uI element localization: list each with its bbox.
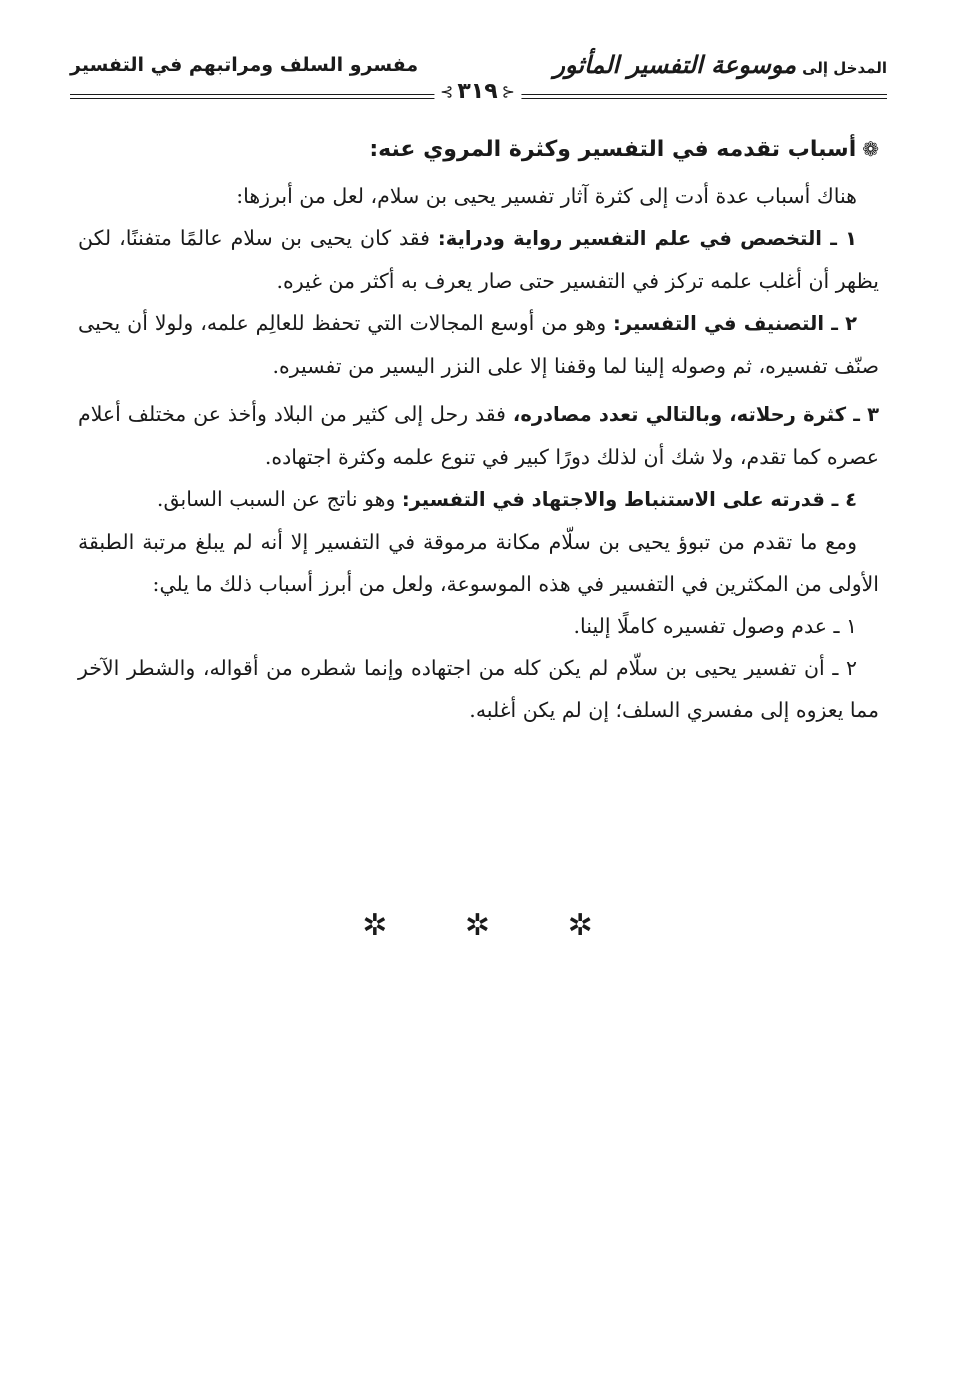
reason-paragraph <box>78 302 879 387</box>
reason-text: فقد كان يحيى بن سلام عالمًا متفننًا، لكن يظهر أن أغلب علمه تركز في التفسير حتى صار يعرف به أكثر من غيره. <box>78 226 879 293</box>
limit-item: ١ ـ عدم وصول تفسيره كاملًا إلينا. <box>573 614 857 638</box>
page-number-value: ٣١٩ <box>457 79 498 104</box>
reason-title: ٢ ـ التصنيف في التفسير: <box>613 312 858 335</box>
page-number <box>434 79 521 104</box>
main-text <box>78 128 879 731</box>
book-logo: موسوعة التفسير المأثور <box>553 50 797 79</box>
reason-paragraph <box>78 478 879 521</box>
reason-text: وهو من أوسع المجالات التي تحفظ للعالِم علمه، ولولا أن يحيى صنّف تفسيره، ثم وصوله إلينا لما وقفنا إلا على النزر اليسير من تفسيره. <box>78 311 879 378</box>
ornament-icon: ⊱ <box>439 82 454 101</box>
limit-item: ٢ ـ أن تفسير يحيى بن سلّام لم يكن كله من اجتهاده وإنما شطره من أقواله، والشطر الآخر مما يعزوه إلى مفسري السلف؛ إن لم يكن أغلبه. <box>78 656 879 722</box>
flower-icon: ❁ <box>862 137 879 161</box>
end-ornament: ✲ ✲ ✲ <box>362 908 627 943</box>
intro-paragraph: هناك أسباب عدة أدت إلى كثرة آثار تفسير يحيى بن سلام، لعل من أبرزها: <box>236 184 857 208</box>
reason-text: وهو ناتج عن السبب السابق. <box>156 487 402 511</box>
reason-text: فقد رحل إلى كثير من البلاد وأخذ عن مختلف أعلام عصره كما تقدم، ولا شك أن لذلك دورًا كبير في تنوع علمه وكثرة اجتهاده. <box>78 402 879 469</box>
book-prefix: المدخل إلى <box>802 59 887 77</box>
reason-title: ٤ ـ قدرته على الاستنباط والاجتهاد في التفسير: <box>401 488 857 511</box>
ornament-icon: ⊰ <box>501 82 516 101</box>
section-heading-text: أسباب تقدمه في التفسير وكثرة المروي عنه: <box>369 137 857 162</box>
reason-title: ٣ ـ كثرة رحلاته، وبالتالي تعدد مصادره، <box>512 403 879 426</box>
reason-paragraph <box>78 217 879 302</box>
section-heading <box>78 128 879 171</box>
transition-paragraph: ومع ما تقدم من تبوؤ يحيى بن سلّام مكانة مرموقة في التفسير إلا أنه لم يبلغ مرتبة الطبقة الأولى من المكثرين في التفسير في هذه الموسوعة، ولعل من أبرز أسباب ذلك ما يلي: <box>78 530 879 596</box>
reason-paragraph <box>78 393 879 478</box>
running-chapter-title: مفسرو السلف ومراتبهم في التفسير <box>70 54 419 76</box>
running-book-title <box>553 50 887 79</box>
reason-title: ١ ـ التخصص في علم التفسير رواية ودراية: <box>437 227 857 250</box>
